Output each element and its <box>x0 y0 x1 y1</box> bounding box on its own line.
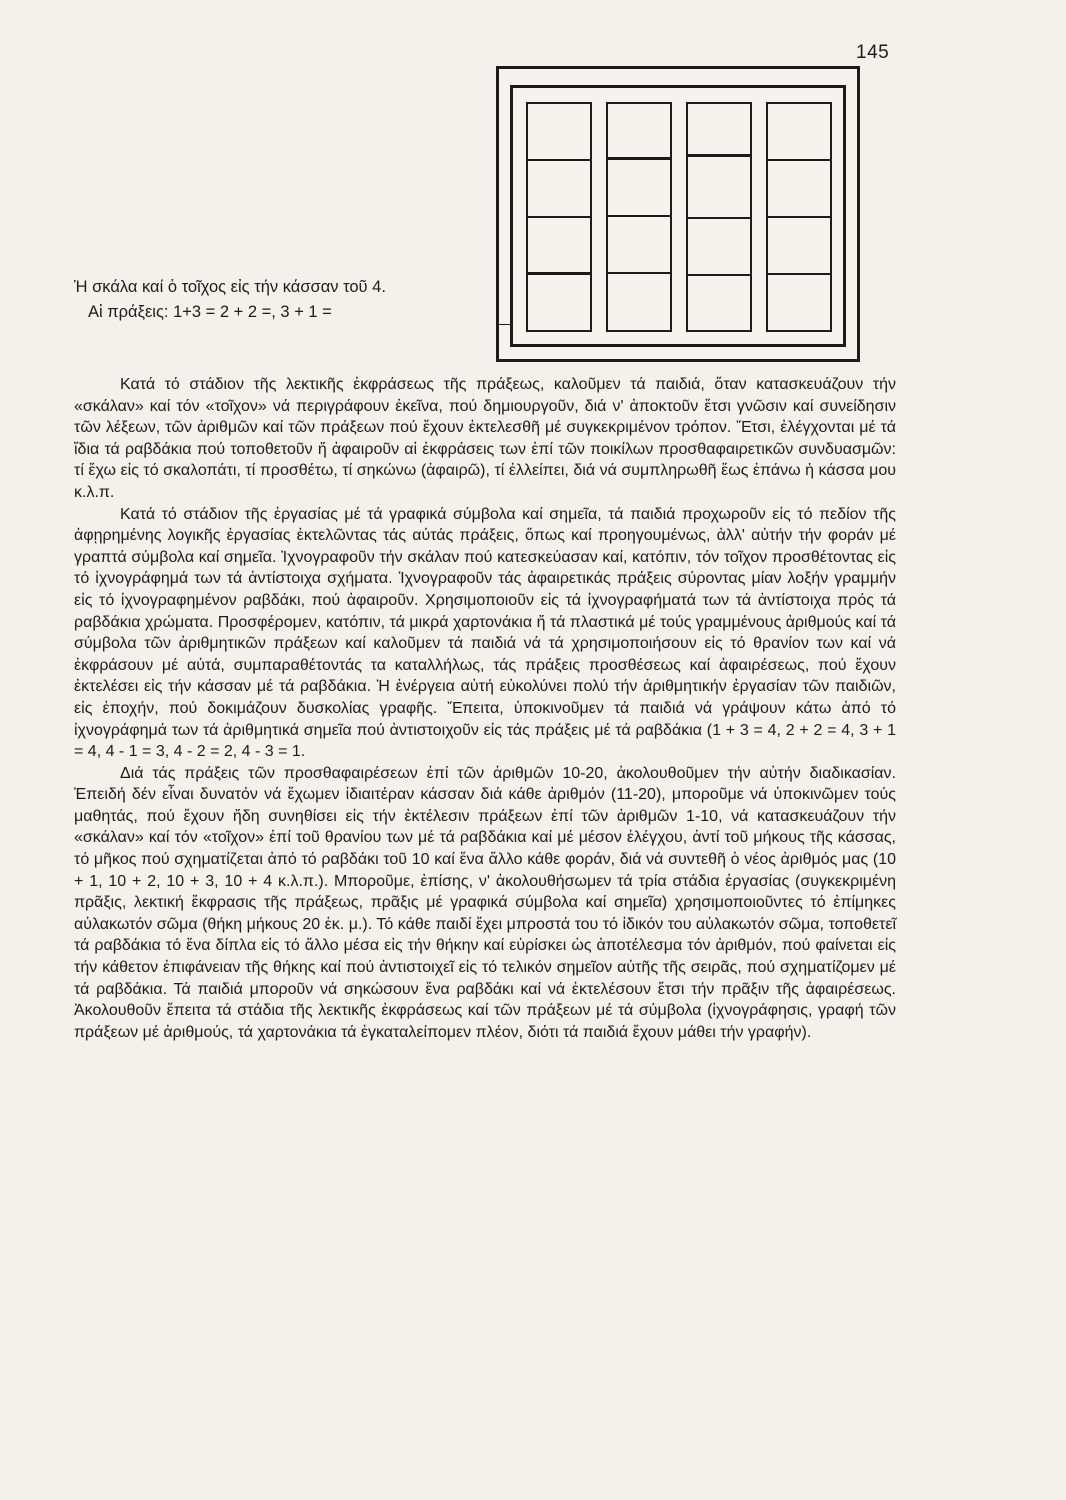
box-column-3 <box>686 102 752 332</box>
rod-segment <box>768 161 830 218</box>
paragraph-verbal-stage: Κατά τό στάδιον τῆς λεκτικῆς ἐκφράσεως τῆς πράξεως, καλοῦμεν τά παιδιά, ὅταν κατασκευάζουν τήν «σκάλαν» καί τόν «τοῖχον» νά περιγράφουν ἐκεῖνα, πού δημιουργοῦν, διά ν' ἀποκτοῦν ἔτσι γνῶσιν καί συνείδησιν τῶν λέξεων, τῶν ἀριθμῶν καί τῶν πράξεων πού ἔχουν ἐκτελεσθῆ μέ συγκεκριμένον τρόπον. Ἔτσι, ἐλέγχονται μέ τά ἴδια τά ραβδάκια πού τοποθετοῦν ἤ ἀφαιροῦν αἱ ἐκφράσεις των ἐπί τῶν ποικίλων προσθαφαιρετικῶν συνδυασμῶν: τί ἔχω εἰς τό σκαλοπάτι, τί προσθέτω, τί σηκώνω (ἀφαιρῶ), τί ἐλλείπει, διά νά συμπληρωθῆ ἕως ἐπάνω ἡ κάσσα μου κ.λ.π. <box>74 376 896 501</box>
frame-tick <box>499 324 511 325</box>
rod-segment <box>688 104 750 157</box>
page-number: 145 <box>856 42 890 63</box>
rod-segment <box>768 104 830 161</box>
rod-segment <box>768 218 830 275</box>
rod-segment <box>688 162 750 219</box>
rod-segment <box>608 104 670 160</box>
paragraph-symbol-stage: Κατά τό στάδιον τῆς ἐργασίας μέ τά γραφικά σύμβολα καί σημεῖα, τά παιδιά προχωροῦν εἰς τό πεδίον τῆς ἀφῃρημένης λογικῆς ἐργασίας ἐκτελῶντας τάς αὐτάς πράξεις, ὅπως καί προηγουμένως, ἀλλ' αὐτήν τήν φοράν μέ γραπτά σύμβολα καί σημεῖα. Ἰχνογραφοῦν τήν σκάλαν πού κατεσκεύασαν καί, κατόπιν, τόν τοῖχον προσθέτοντας εἰς τό ἰχνογράφημά των τά ἀντίστοιχα σχήματα. Ἰχνογραφοῦν τάς ἀφαιρετικάς πράξεις σύροντας μίαν λοξήν γραμμήν εἰς τό ἰχνογραφημένον ραβδάκι, πού ἀφαιροῦν. Χρησιμοποιοῦν εἰς τά ἰχνογραφήματά των τά ἀντίστοιχα πρός τά ραβδάκια χρώματα. Προσφέρομεν, κατόπιν, τά μικρά χαρτονάκια ἤ τά πλαστικά μέ τούς γραμμένους ἀριθμούς καί τά σύμβολα τῶν ἀριθμητικῶν πράξεων καί καλοῦμεν τά παιδιά νά τά χρησιμοποιήσουν εἰς τό θρανίον των καί νά ἐκφράσουν μέ αὐτά, συμπαραθέτοντάς τα καταλλήλως, τάς πράξεις προσθέσεως καί ἀφαιρέσεως, πού ἔχουν ἐκτελέσει εἰς τήν κάσσαν μέ τά ραβδάκια. Ἡ ἐνέργεια αὐτή εὐκολύνει πολύ τήν ἀριθμητικήν ἐργασίαν τῶν παιδιῶν, εἰς ἐποχήν, πού δοκιμάζουν δυσκολίας γραφῆς. Ἔπειτα, ὑποκινοῦμεν τά παιδιά νά γράψουν κάτω ἀπό τό ἰχνογράφημά των τά ἀριθμητικά σημεῖα πού ἀντιστοιχοῦν εἰς τάς πράξεις μέ τά ραβδάκια (1 + 3 = 4, 2 + 2 = 4, 3 + 1 = 4, 4 - 1 = 3, 4 - 2 = 2, 4 - 3 = 1. <box>74 505 896 761</box>
rod-segment <box>528 104 590 161</box>
rod-segment <box>528 218 590 275</box>
box-column-4 <box>766 102 832 332</box>
body-text <box>74 374 896 1043</box>
box-column-2 <box>606 102 672 332</box>
figure-caption <box>74 275 386 325</box>
rod-segment <box>688 219 750 276</box>
rod-segment <box>528 161 590 218</box>
caption-title: Ἡ σκάλα καί ὁ τοῖχος εἰς τήν κάσσαν τοῦ 4. <box>74 278 386 296</box>
caption-equations: Αἱ πράξεις: 1+3 = 2 + 2 =, 3 + 1 = <box>88 303 332 321</box>
rod-segment <box>608 160 670 217</box>
rod-segment <box>608 217 670 274</box>
box-figure <box>496 66 860 362</box>
paragraph-numbers-10-20: Διά τάς πράξεις τῶν προσθαφαιρέσεων ἐπί τῶν ἀριθμῶν 10-20, ἀκολουθοῦμεν τήν αὐτήν διαδικασίαν. Ἐπειδή δέν εἶναι δυνατόν νά ἔχωμεν ἰδιαιτέραν κάσσαν διά κάθε ἀριθμόν (11-20), μποροῦμε νά ὑποκινῶμεν τούς μαθητάς, πού ἔχουν ἤδη συνηθίσει εἰς τήν ἐκτέλεσιν πράξεων ἐπί τῶν ἀριθμῶν 1-10, νά κατασκευάζουν τήν «σκάλαν» καί τόν «τοῖχον» ἐπί τοῦ θρανίου των μέ τά ραβδάκια καί μέ μέσον ἐλέγχου, ἀντί τοῦ μήκους τῆς κάσσας, τό μῆκος πού σχηματίζεται ἀπό τό ραβδάκι τοῦ 10 καί ἕνα ἄλλο κάθε φοράν, διά νά συντεθῆ ὁ νέος ἀριθμός μας (10 + 1, 10 + 2, 10 + 3, 10 + 4 κ.λ.π.). Μποροῦμε, ἐπίσης, ν' ἀκολουθήσωμεν τά τρία στάδια ἐργασίας (συγκεκριμένη πρᾶξις, λεκτική ἔκφρασις τῆς πράξεως, πρᾶξις μέ γραφικά σύμβολα καί σημεῖα) χρησιμοποιοῦντες τό ἐπίμηκες αὐλακωτόν σῶμα (θήκη μήκους 20 ἑκ. μ.). Τό κάθε παιδί ἔχει μπροστά του τό ἰδικόν του αὐλακωτόν σῶμα, τοποθετεῖ τά ραβδάκια τό ἕνα δίπλα εἰς τό ἄλλο μέσα εἰς τήν θήκην καί εὑρίσκει ὡς ἀποτέλεσμα τόν ἀριθμόν, πού φαίνεται εἰς τήν κάθετον ἐπιφάνειαν τῆς θήκης καί πού ἀντιστοιχεῖ εἰς τό τελικόν σημεῖον αὐτῆς τῆς σειρᾶς, πού σχηματίζομεν μέ τά ραβδάκια. Τά παιδιά μποροῦν νά σηκώσουν ἕνα ραβδάκι καί νά ἐκτελέσουν ἔτσι τήν πρᾶξιν τῆς ἀφαιρέσεως. Ἀκολουθοῦν ἔπειτα τά στάδια τῆς λεκτικῆς ἐκφράσεως καί τῶν πράξεων μέ τά σύμβολα (ἰχνογράφησις, γραφή τῶν πράξεων μέ ἀριθμούς, τά χαρτονάκια τά ἐγκαταλείπομεν πλέον, διότι τά παιδιά ἔχουν μάθει τήν γραφήν). <box>74 764 896 1041</box>
box-column-1 <box>526 102 592 332</box>
box-frame <box>510 85 846 347</box>
